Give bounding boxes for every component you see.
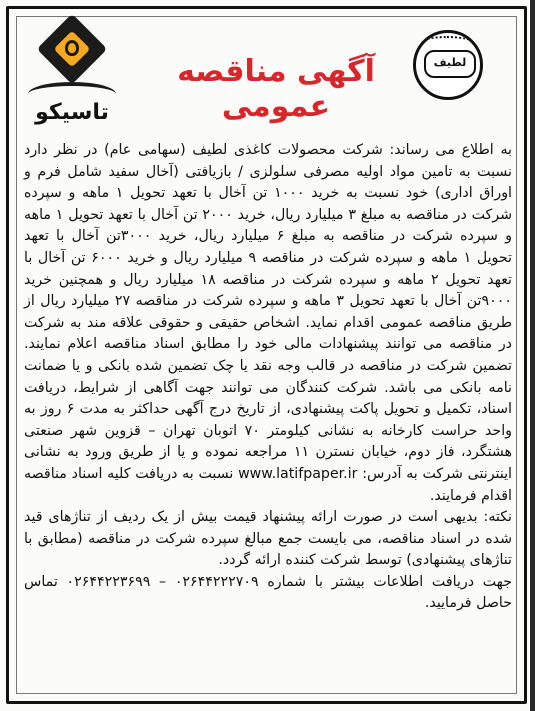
page-title: آگهی مناقصه عمومی (177, 54, 375, 124)
advert-body (24, 140, 512, 615)
tasico-logo-ring-icon (65, 40, 79, 56)
tasico-logo (20, 22, 124, 132)
adjacent-column-edge (530, 0, 535, 711)
contact-paragraph: جهت دریافت اطلاعات بیشتر با شماره ۰۲۶۴۴۲۲۲۷۰۹ – ۰۲۶۴۴۲۲۳۶۹۹ تماس حاصل فرمایید. (24, 573, 512, 612)
note-paragraph: نکته: بدیهی است در صورت ارائه پیشنهاد قیمت بیش از یک ردیف از تناژهای قید شده در اسناد مناقصه، می بایست جمع مبالغ سپرده شرکت در مناقصه (مطابق با تناژهای پیشنهادی) توسط شرکت کننده ارائه گردد. (24, 509, 512, 569)
latif-logo (413, 30, 481, 98)
main-paragraph: به اطلاع می رساند: شرکت محصولات کاغذی لطیف (سهامی عام) در نظر دارد نسبت به تامین مواد اولیه مصرفی سلولزی / بازیافتی (آخال سفید شامل فرم و اوراق اداری) خود نسبت به خرید ۱۰۰۰ تن آخال با تعهد تحویل ۱ ماهه و سپرده شرکت در مناقصه به مبلغ ۳ میلیارد ریال، خرید ۲۰۰۰ تن آخال با تعهد تحویل ۱ ماهه و سپرده شرکت در مناقصه به مبلغ ۶ میلیارد ریال، خرید ۳۰۰۰تن آخال با تعهد تحویل ۱ ماهه و سپرده شرکت در مناقصه ۹ میلیارد ریال و خرید ۶۰۰۰ تن آخال با تعهد تحویل ۲ ماهه و سپرده شرکت در مناقصه ۱۸ میلیارد ریال و همچنین خرید ۹۰۰۰تن آخال با تعهد تحویل ۳ ماهه و سپرده شرکت در مناقصه ۲۷ میلیارد ریال از طریق مناقصه عمومی اقدام نماید. اشخاص حقیقی و حقوقی علاقه مند به شرکت در مناقصه می توانند پیشنهادات مالی خود را مطابق اسناد مناقصه اعلام نمایند. تضمین شرکت در مناقصه در قالب وجه نقد یا چک تضمین شده بانکی و یا ضمانت نامه بانکی می باشد. شرکت کنندگان می توانند جهت آگاهی از شرایط، دریافت اسناد، تکمیل و تحویل پاکت پیشنهادی، از تاریخ درج آگهی حداکثر به مدت ۶ روز به واحد حراست کارخانه به نشانی کیلومتر ۷۰ اتوبان تهران – قزوین شهر صنعتی هشتگرد، فاز دوم، خیابان نسترن ۱۱ مراجعه نموده و یا از طریق ورود به نشانی اینترنتی شرکت به آدرس: www.latifpaper.ir نسبت به دریافت کلیه اسناد مناقصه اقدام فرمایند. (24, 142, 512, 504)
latif-logo-label: لطیف (424, 50, 476, 78)
latif-logo-rays-icon (421, 36, 473, 50)
tasico-brand-name: تاسیکو (35, 100, 109, 125)
